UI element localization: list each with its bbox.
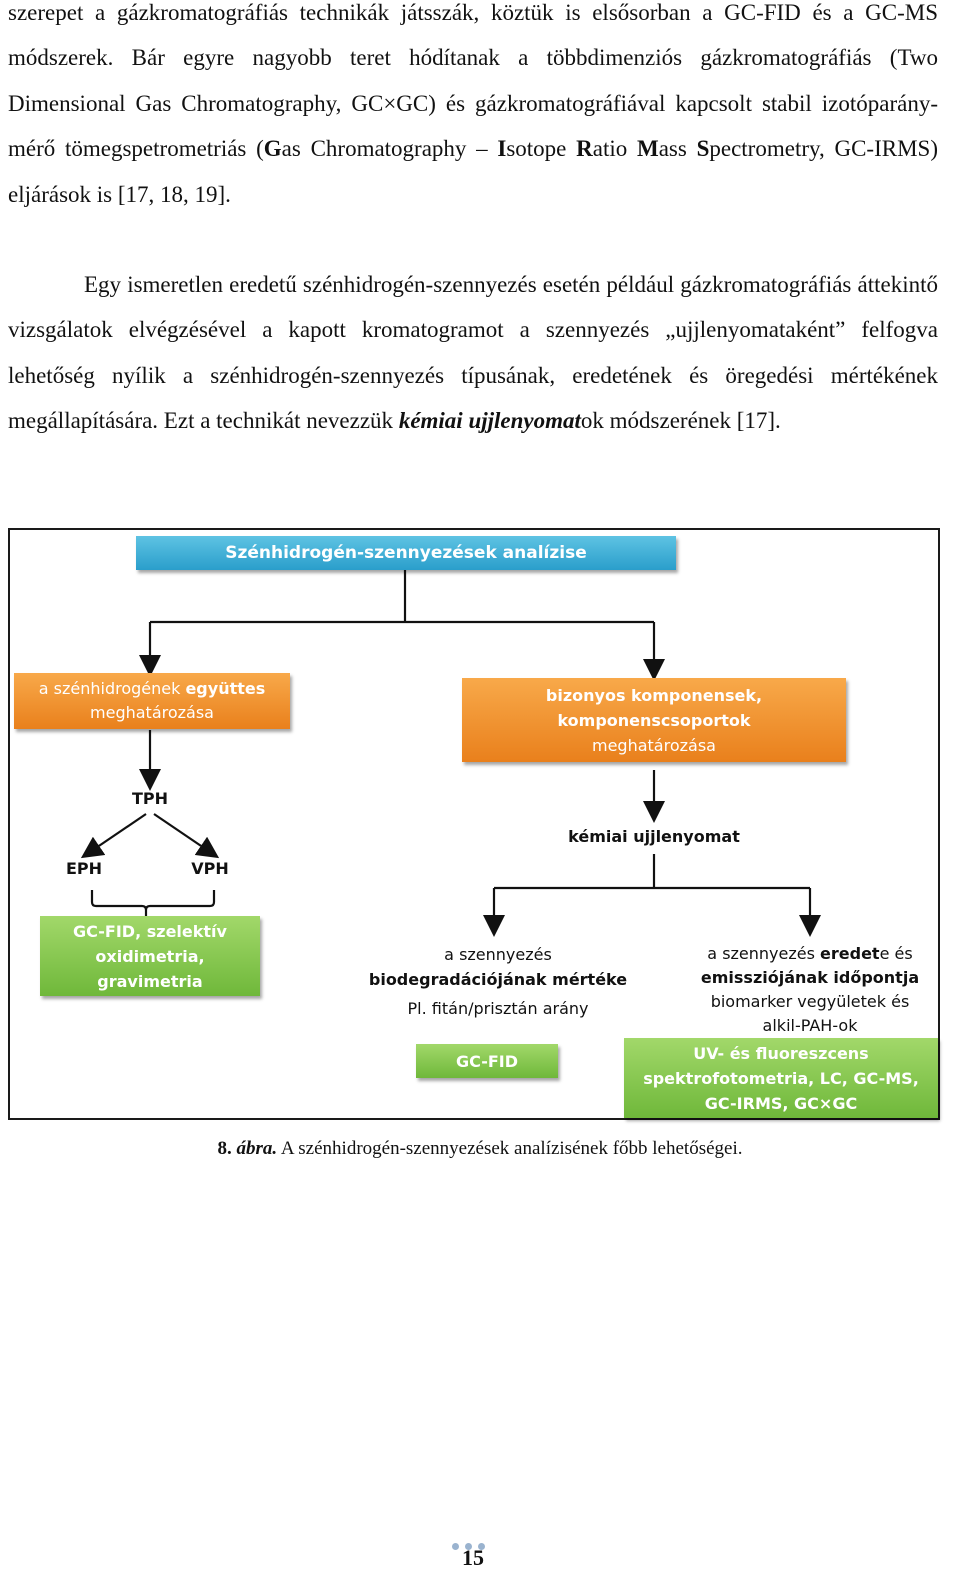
right-green-box: UV- és fluoreszcens spektrofotometria, LC, GC-MS, GC-IRMS, GC×GC	[624, 1038, 938, 1118]
vph-label: VPH	[191, 859, 229, 878]
gcfid-green-box: GC-FID	[416, 1044, 558, 1078]
left-green-box: GC-FID, szelektív oxidimetria, gravimetria	[40, 916, 260, 996]
flow-diagram	[8, 528, 940, 1120]
paragraph-2: Egy ismeretlen eredetű szénhidrogén-szennyezés esetén például gázkromatográfiás áttekintő vizsgálatok elvégzésével a kapott kromatogramot a szennyezés „ujjlenyomataként” felfogva lehetőség nyílik a szénhidrogén-szennyezés típusának, eredetének és öregedési mértékének megállapítására. Ezt a technikát nevezzük kémiai ujjlenyomatok módszerének [17].	[8, 272, 938, 434]
tph-label: TPH	[131, 789, 169, 808]
origin-text: a szennyezés eredete és emissziójának időpontja biomarker vegyületek és alkil-PAH-ok	[700, 944, 920, 1035]
top-box: Szénhidrogén-szennyezések analízise	[136, 536, 676, 570]
page-number: 15	[462, 1545, 484, 1570]
left-orange-box: a szénhidrogének együttes meghatározása	[14, 673, 290, 729]
right-orange-box: bizonyos komponensek, komponenscsoportok meghatározása	[462, 678, 846, 762]
paragraph-1: szerepet a gázkromatográfiás technikák játsszák, köztük is elsősorban a GC-FID és a GC-MS módszerek. Bár egyre nagyobb teret hódítanak a többdimenziós gázkromatográfiás (Two Dimensional Gas Chromatography, GC×GC) és gázkromatográfiával kapcsolt stabil izotóparány-mérő tömegspetrometriás (Gas Chromatography – Isotope Ratio Mass Spectrometry, GC-IRMS) eljárások is [17, 18, 19].	[8, 0, 938, 207]
chemical-fingerprint-label: kémiai ujjlenyomat	[568, 827, 740, 846]
figure-caption: 8. ábra. A szénhidrogén-szennyezések analízisének főbb lehetőségei.	[217, 1138, 743, 1159]
biodegradation-text: a szennyezés biodegradációjának mértéke Pl. fitán/prisztán arány	[368, 945, 628, 1018]
eph-label: EPH	[65, 859, 103, 878]
